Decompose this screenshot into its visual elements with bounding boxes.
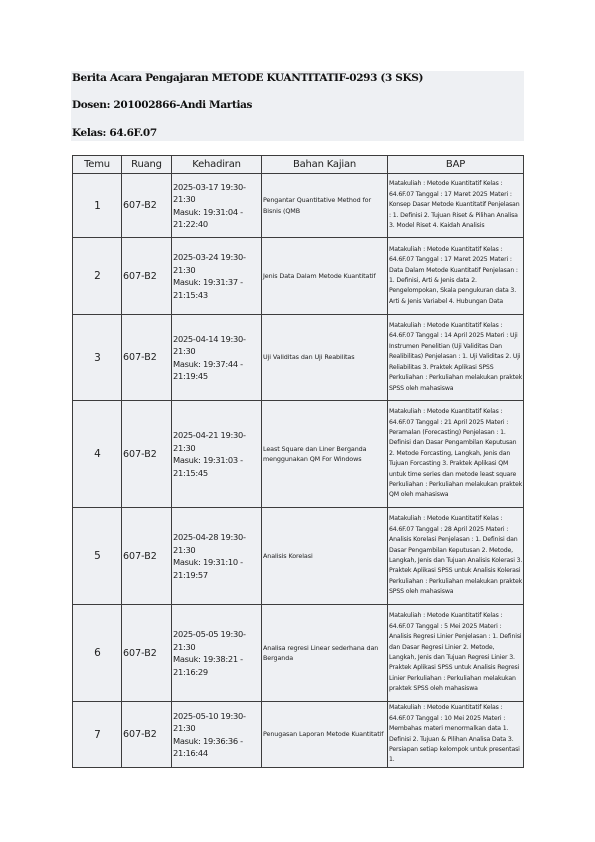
check-in-text: Masuk: 19:31:03 - [173,455,243,465]
cell-bahan-kajian: Pengantar Quantitative Method for Bisnis (QMB [262,174,388,238]
column-header-bap: BAP [388,156,524,174]
check-in-text: Masuk: 19:36:36 - [173,735,243,746]
schedule-text: 2025-04-14 19:30-21:30 [173,333,246,356]
column-header-kehadiran: Kehadiran [172,156,262,174]
cell-ruang: 607-B2 [122,508,172,605]
check-out-text: 21:19:45 [173,371,208,381]
cell-bap: Matakuliah : Metode Kuantitatif Kelas : 64.6F.07 Tanggal : 5 Mei 2025 Materi : Analisis Regresi Linier Penjelasan : 1. Definisi dan Dasar Regresi Linier 2. Metode, Langkah, Jenis dan Tujuan Regresi Linier 3. Praktek Aplikasi SPSS untuk Analisis Regresi Linier Perkuliahan : Perkuliahan melakukan praktek SPSS oleh mahasiswa [388,605,524,702]
cell-temu: 7 [73,702,122,768]
check-in-text: Masuk: 19:31:04 - [173,206,243,217]
cell-ruang: 607-B2 [122,315,172,401]
table-header-row [73,156,524,174]
table-row [73,605,524,702]
cell-bap: Matakuliah : Metode Kuantitatif Kelas : 64.6F.07 Tanggal : 17 Maret 2025 Materi : Data Dalam Metode Kuantitatif Penjelasan : 1. Definisi, Arti & Jenis data 2. Pengelompokan, Skala pengukuran data 3. Arti & Jenis Variabel 4. Hubungan Data [388,238,524,315]
bap-table [72,155,524,768]
schedule-text: 2025-05-10 19:30-21:30 [173,710,246,733]
cell-bap: Matakuliah : Metode Kuantitatif Kelas : 64.6F.07 Tanggal : 10 Mei 2025 Materi : Membahas materi menormalkan data 1. Definisi 2. Tujuan & Pilihan Analisa Data 3. Persiapan setiap kelompok untuk presentasi 1. [388,702,524,768]
cell-ruang: 607-B2 [122,605,172,702]
check-out-text: 21:16:29 [173,666,208,677]
cell-temu: 6 [73,605,122,702]
schedule-text: 2025-03-24 19:30-21:30 [173,252,246,275]
column-header-temu: Temu [73,156,122,174]
cell-kehadiran [172,605,262,702]
column-header-ruang: Ruang [122,156,172,174]
lecturer-line: Dosen: 201002866-Andi Martias [72,99,253,111]
table-row [73,174,524,238]
class-line: Kelas: 64.6F.07 [72,127,157,139]
table-row [73,702,524,768]
cell-bahan-kajian: Uji Validitas dan Uji Reabilitas [262,315,388,401]
cell-kehadiran [172,238,262,315]
cell-kehadiran [172,174,262,238]
cell-temu: 5 [73,508,122,605]
cell-kehadiran [172,401,262,508]
check-in-text: Masuk: 19:31:37 - [173,277,243,287]
check-in-text: Masuk: 19:37:44 - [173,358,243,369]
cell-bahan-kajian: Jenis Data Dalam Metode Kuantitatif [262,238,388,315]
check-out-text: 21:19:57 [173,569,208,580]
cell-ruang: 607-B2 [122,702,172,768]
table-row [73,508,524,605]
check-in-text: Masuk: 19:38:21 - [173,654,243,664]
schedule-text: 2025-05-05 19:30-21:30 [173,629,246,652]
schedule-text: 2025-03-17 19:30-21:30 [173,181,246,204]
table-row [73,401,524,508]
cell-ruang: 607-B2 [122,174,172,238]
table-row [73,315,524,401]
cell-temu: 3 [73,315,122,401]
schedule-text: 2025-04-28 19:30-21:30 [173,532,246,555]
cell-bahan-kajian: Analisa regresi Linear sederhana dan Berganda [262,605,388,702]
cell-kehadiran [172,702,262,768]
cell-ruang: 607-B2 [122,401,172,508]
cell-temu: 1 [73,174,122,238]
cell-bahan-kajian: Penugasan Laporan Metode Kuantitatif [262,702,388,768]
page-title: Berita Acara Pengajaran METODE KUANTITATIF-0293 (3 SKS) [72,72,424,84]
cell-temu: 4 [73,401,122,508]
cell-bahan-kajian: Analisis Korelasi [262,508,388,605]
check-out-text: 21:16:44 [173,748,208,758]
cell-ruang: 607-B2 [122,238,172,315]
check-out-text: 21:22:40 [173,219,208,229]
cell-bap: Matakuliah : Metode Kuantitatif Kelas : 64.6F.07 Tanggal : 28 April 2025 Materi : Analisis Korelasi Penjelasan : 1. Definisi dan Dasar Pengambilan Keputusan 2. Metode, Langkah, Jenis dan Tujuan Analisis Kolerasi 3. Praktek Aplikasi SPSS untuk Analisis Kolerasi Perkuliahan : Perkuliahan melakukan praktek SPSS oleh mahasiswa [388,508,524,605]
cell-bahan-kajian: Least Square dan Liner Berganda menggunakan QM For Windows [262,401,388,508]
table-row [73,238,524,315]
schedule-text: 2025-04-21 19:30-21:30 [173,430,246,453]
cell-bap: Matakuliah : Metode Kuantitatif Kelas : 64.6F.07 Tanggal : 17 Maret 2025 Materi : Konsep Dasar Metode Kuantitatif Penjelasan : 1. Definisi 2. Tujuan Riset & Pilihan Analisa 3. Model Riset 4. Kaidah Analisis [388,174,524,238]
cell-temu: 2 [73,238,122,315]
check-out-text: 21:15:43 [173,289,208,300]
cell-kehadiran [172,315,262,401]
cell-bap: Matakuliah : Metode Kuantitatif Kelas : 64.6F.07 Tanggal : 14 April 2025 Materi : Uji Instrumen Penelitian (Uji Validitas Dan Realibilitas) Penjelasan : 1. Uji Validitas 2. Uji Reliabilitas 3. Praktek Aplikasi SPSS Perkuliahan : Perkuliahan melakukan praktek SPSS oleh mahasiswa [388,315,524,401]
cell-bap: Matakuliah : Metode Kuantitatif Kelas : 64.6F.07 Tanggal : 21 April 2025 Materi : Peramalan (Forecasting) Penjelasan : 1. Definisi dan Dasar Pengambilan Keputusan 2. Metode Forcasting, Langkah, Jenis dan Tujuan Forcasting 3. Praktek Aplikasi QM untuk time series dan metode least square Perkuliahan : Perkuliahan melakukan praktek QM oleh mahasiswa [388,401,524,508]
check-out-text: 21:15:45 [173,467,208,478]
cell-kehadiran [172,508,262,605]
column-header-bahan-kajian: Bahan Kajian [262,156,388,174]
check-in-text: Masuk: 19:31:10 - [173,557,243,567]
